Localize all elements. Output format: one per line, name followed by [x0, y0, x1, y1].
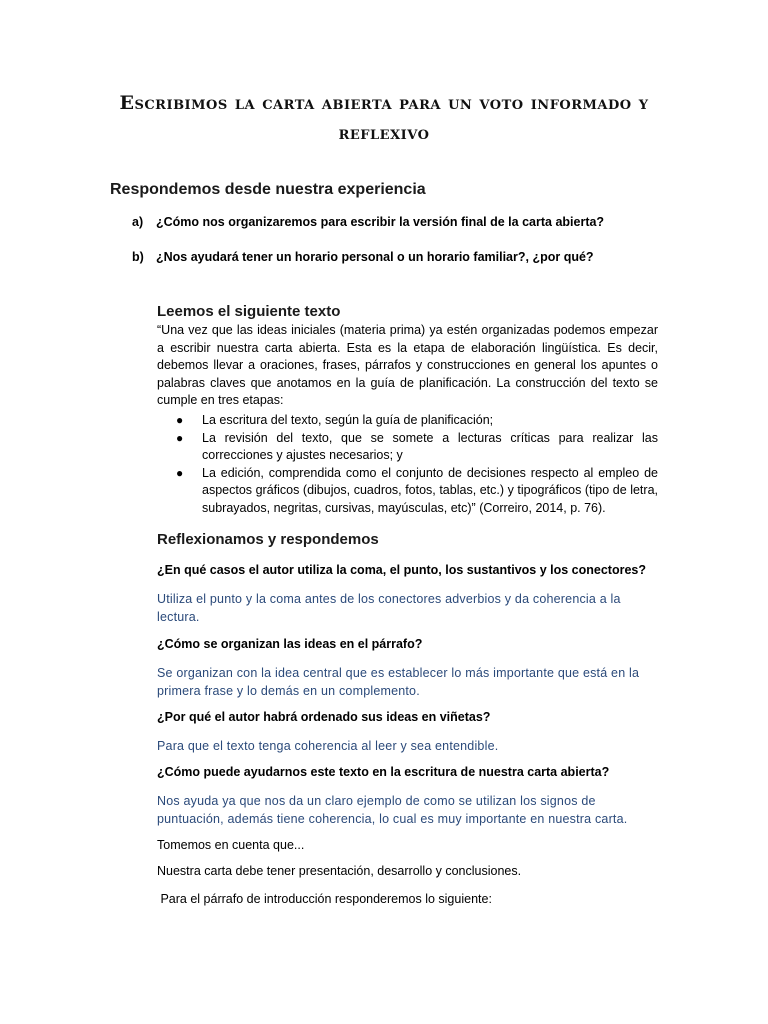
- document-title: Escribimos la carta abierta para un voto informado y reflexivo: [119, 92, 649, 144]
- reflection-answer: Utiliza el punto y la coma antes de los conectores adverbios y da coherencia a la lectura.: [157, 592, 621, 624]
- list-item: [157, 465, 658, 518]
- section-heading-experience: Respondemos desde nuestra experiencia: [110, 181, 426, 198]
- list-item: [157, 412, 658, 430]
- quoted-paragraph: “Una vez que las ideas iniciales (materia prima) ya estén organizadas podemos empezar a escribir nuestra carta abierta. Esta es la etapa de elaboración lingüística. Es decir, debemos llevar a oraciones, frases, párrafos y construcciones en general los apuntes o palabras claves que anotamos en la guía de planificación. La construcción del texto se cumple en tres etapas:: [157, 323, 658, 408]
- section-heading-reading: Leemos el siguiente texto: [157, 303, 341, 320]
- list-item: [132, 215, 604, 229]
- closing-line: Tomemos en cuenta que...: [157, 838, 305, 852]
- reflection-answer: Nos ayuda ya que nos da un claro ejemplo de como se utilizan los signos de puntuación, además tiene coherencia, lo cual es muy importante en nuestra carta.: [157, 794, 628, 826]
- bullet-text: La edición, comprendida como el conjunto de decisiones respecto al empleo de aspectos gráficos (dibujos, cuadros, fotos, tablas, etc.) y tipográficos (tipo de letra, subrayados, negritas, cursivas, mayúsculas, etc)” (Correiro, 2014, p. 76).: [202, 465, 658, 515]
- question-text: ¿Nos ayudará tener un horario personal o un horario familiar?, ¿por qué?: [156, 250, 594, 264]
- bullet-text: La escritura del texto, según la guía de planificación;: [202, 413, 494, 427]
- closing-line: Nuestra carta debe tener presentación, desarrollo y conclusiones.: [157, 864, 522, 878]
- section-heading-reflect: Reflexionamos y respondemos: [157, 531, 379, 548]
- reflection-question: ¿Por qué el autor habrá ordenado sus ideas en viñetas?: [157, 710, 491, 724]
- closing-line: Para el párrafo de introducción responderemos lo siguiente:: [157, 892, 492, 906]
- bullet-icon: ●: [176, 465, 184, 480]
- list-marker: a): [132, 215, 144, 229]
- reflection-question: ¿En qué casos el autor utiliza la coma, el punto, los sustantivos y los conectores?: [157, 563, 647, 577]
- reflection-question: ¿Cómo se organizan las ideas en el párrafo?: [157, 637, 423, 651]
- question-text: ¿Cómo nos organizaremos para escribir la versión final de la carta abierta?: [156, 215, 605, 229]
- stages-list: [157, 412, 658, 518]
- list-item: [132, 250, 594, 264]
- list-marker: b): [132, 250, 144, 264]
- bullet-icon: ●: [176, 430, 184, 445]
- reflection-answer: Para que el texto tenga coherencia al leer y sea entendible.: [157, 739, 499, 753]
- list-item: [157, 430, 658, 465]
- reflection-answer: Se organizan con la idea central que es establecer lo más importante que está en la primera frase y lo demás en un complemento.: [157, 666, 640, 698]
- bullet-icon: ●: [176, 413, 184, 427]
- reflection-question: ¿Cómo puede ayudarnos este texto en la escritura de nuestra carta abierta?: [157, 765, 610, 779]
- bullet-text: La revisión del texto, que se somete a lecturas críticas para realizar las correcciones y ajustes necesarios; y: [202, 430, 658, 463]
